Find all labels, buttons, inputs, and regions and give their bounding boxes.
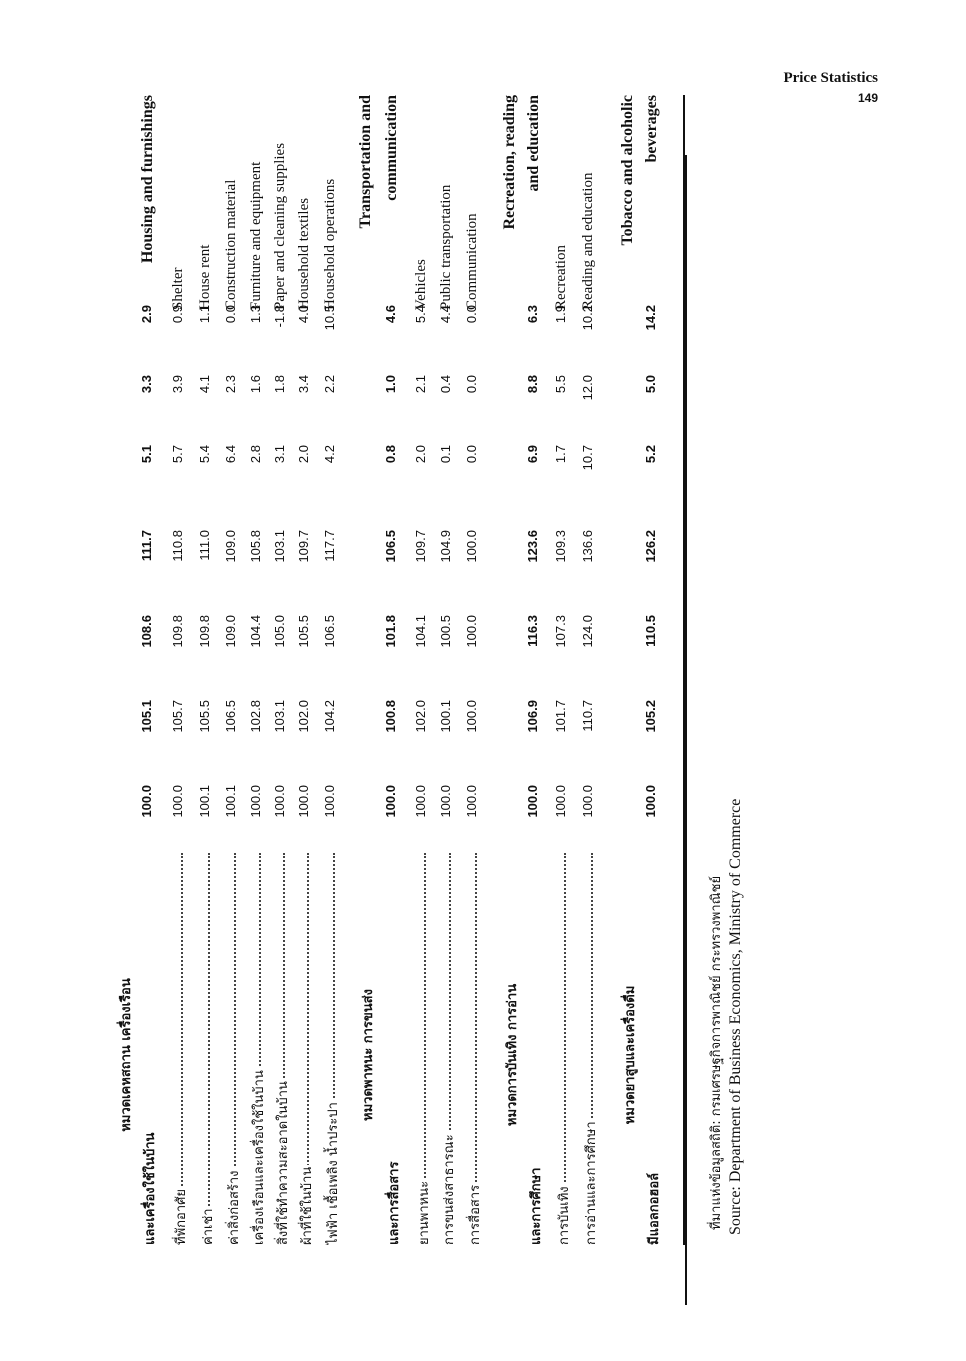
value-cell: 110.8 — [170, 530, 185, 562]
value-cell: 126.2 — [643, 530, 658, 563]
row-label-thai: ที่พักอาศัย — [170, 1187, 191, 1245]
row-label-thai: การอ่านและการศึกษา — [580, 1119, 601, 1245]
value-cell: 1.6 — [248, 375, 263, 394]
value-cell: 6.3 — [525, 305, 540, 324]
value-cell: 12.0 — [580, 375, 595, 401]
value-cell: 100.0 — [170, 785, 185, 818]
value-cell: 103.1 — [272, 700, 287, 733]
value-cell: 100.5 — [438, 615, 453, 648]
row-label-english: Household operations — [322, 178, 338, 310]
table-row — [619, 95, 645, 1245]
row-label-english: Construction material — [223, 179, 239, 310]
row-label-thai: หมวดเคหสถาน เครื่องเรือน — [119, 978, 134, 1132]
row-label-thai: ค่าสิ่งก่อสร้าง — [223, 1168, 244, 1245]
value-cell: 0.0 — [464, 445, 479, 464]
value-cell: 104.2 — [322, 700, 337, 733]
row-label-english: Tobacco and alcoholic — [619, 95, 636, 246]
value-cell: 5.4 — [197, 445, 212, 464]
table-row — [553, 95, 579, 1245]
value-cell: 3.3 — [139, 375, 154, 394]
row-label-english: Housing and furnishings — [139, 95, 156, 264]
row-label-english: Vehicles — [413, 259, 429, 310]
value-cell: 105.2 — [643, 700, 658, 733]
value-cell: 105.0 — [272, 615, 287, 648]
table-row — [139, 95, 165, 1245]
table-row — [525, 95, 551, 1245]
value-cell: 1.7 — [553, 445, 568, 464]
row-label-thai: หมวดพาหนะ การขนส่ง — [361, 989, 376, 1121]
row-label-english: Transportation and — [357, 95, 374, 229]
row-label-english: and education — [525, 95, 542, 192]
value-cell: 105.5 — [197, 700, 212, 733]
value-cell: 100.0 — [383, 785, 398, 818]
value-cell: 4.6 — [383, 305, 398, 324]
value-cell: 8.8 — [525, 375, 540, 394]
value-cell: 109.3 — [553, 530, 568, 563]
value-cell: 104.9 — [438, 530, 453, 563]
value-cell: 5.7 — [170, 445, 185, 464]
source-thai: ที่มาแห่งข้อมูลสถิติ: กรมเศรษฐกิจการพาณิชย์ กระทรวงพาณิชย์ — [709, 875, 724, 1230]
table-row — [438, 95, 464, 1245]
value-cell: 10.2 — [580, 305, 595, 331]
value-cell: 2.9 — [139, 305, 154, 324]
value-cell: 100.0 — [553, 785, 568, 818]
value-cell: 116.3 — [525, 615, 540, 647]
table-row — [115, 95, 141, 1245]
value-cell: 109.8 — [170, 615, 185, 648]
value-cell: 105.8 — [248, 530, 263, 563]
value-cell: 102.8 — [248, 700, 263, 733]
value-cell: 6.4 — [223, 445, 238, 464]
value-cell: 100.0 — [438, 785, 453, 818]
table-row — [383, 95, 409, 1245]
table-row — [464, 95, 490, 1245]
value-cell: 4.1 — [197, 375, 212, 394]
value-cell: 100.0 — [464, 615, 479, 648]
row-label-english: Communication — [464, 213, 480, 310]
value-cell: 5.5 — [553, 375, 568, 394]
value-cell: 100.1 — [197, 785, 212, 818]
row-label-thai: ค่าเช่า — [197, 1206, 218, 1245]
table-row — [272, 95, 298, 1245]
value-cell: -1.8 — [272, 305, 287, 328]
row-label-english: House rent — [197, 244, 213, 310]
value-cell: 123.6 — [525, 530, 540, 563]
row-label-english: Household textiles — [296, 197, 312, 310]
value-cell: 0.0 — [223, 305, 238, 324]
row-label-thai: การบันเทิง — [553, 1184, 574, 1245]
value-cell: 101.7 — [553, 700, 568, 733]
row-label-thai: สิ่งที่ใช้ทำความสะอาดในบ้าน — [272, 1079, 293, 1245]
value-cell: 136.6 — [580, 530, 595, 563]
row-label-english: Reading and education — [580, 172, 596, 310]
value-cell: 111.0 — [197, 530, 212, 561]
value-cell: 5.2 — [643, 445, 658, 464]
value-cell: 3.1 — [272, 445, 287, 464]
leader-dots — [207, 853, 210, 1245]
row-label-thai: ผ้าที่ใช้ในบ้าน — [296, 1165, 317, 1245]
value-cell: 106.5 — [322, 615, 337, 648]
value-cell: 117.7 — [322, 530, 337, 562]
table-row — [580, 95, 606, 1245]
value-cell: 109.7 — [413, 530, 428, 563]
value-cell: 105.1 — [139, 700, 154, 733]
value-cell: 100.0 — [322, 785, 337, 818]
row-label-english: beverages — [643, 95, 660, 163]
value-cell: 100.8 — [383, 700, 398, 733]
value-cell: 110.7 — [580, 700, 595, 732]
table-row — [170, 95, 196, 1245]
row-label-thai: มีแอลกอฮอล์ — [647, 1172, 662, 1245]
value-cell: 102.0 — [413, 700, 428, 733]
value-cell: 100.0 — [248, 785, 263, 818]
value-cell: 124.0 — [580, 615, 595, 648]
rotated-table — [115, 95, 755, 1245]
row-label-english: communication — [383, 95, 400, 201]
value-cell: 109.7 — [296, 530, 311, 563]
table-row — [197, 95, 223, 1245]
value-cell: 5.0 — [643, 375, 658, 394]
row-label-thai: และเครื่องใช้ในบ้าน — [143, 1132, 158, 1245]
value-cell: 100.1 — [223, 785, 238, 818]
value-cell: 3.4 — [296, 375, 311, 394]
value-cell: 100.0 — [643, 785, 658, 818]
value-cell: 6.9 — [525, 445, 540, 464]
value-cell: 2.2 — [322, 375, 337, 394]
value-cell: 1.3 — [248, 305, 263, 324]
value-cell: 101.8 — [383, 615, 398, 648]
value-cell: 100.0 — [413, 785, 428, 818]
value-cell: 107.3 — [553, 615, 568, 648]
value-cell: 100.0 — [464, 530, 479, 563]
page-header — [783, 70, 878, 105]
row-label-thai: เครื่องเรือนและเครื่องใช้ในบ้าน — [248, 1068, 269, 1245]
row-label-thai: การขนส่งสาธารณะ — [438, 1132, 459, 1245]
table-row — [501, 95, 527, 1245]
row-label-thai: หมวดการบันเทิง การอ่าน — [505, 983, 520, 1127]
value-cell: 3.9 — [170, 375, 185, 394]
value-cell: 14.2 — [643, 305, 658, 331]
value-cell: 100.0 — [296, 785, 311, 818]
source-english: Source: Department of Business Economics, Ministry of Commerce — [727, 798, 744, 1235]
row-label-english: Paper and cleaning supplies — [272, 142, 288, 310]
value-cell: 109.8 — [197, 615, 212, 648]
value-cell: 10.5 — [322, 305, 337, 331]
value-cell: 110.5 — [643, 615, 658, 647]
value-cell: 2.8 — [248, 445, 263, 464]
value-cell: 2.3 — [223, 375, 238, 394]
value-cell: 111.7 — [139, 530, 154, 562]
value-cell: 100.0 — [464, 785, 479, 818]
value-cell: 5.4 — [413, 305, 428, 324]
value-cell: 0.0 — [464, 305, 479, 324]
value-cell: 2.0 — [296, 445, 311, 464]
row-label-thai: และการสื่อสาร — [387, 1161, 402, 1245]
value-cell: 106.5 — [383, 530, 398, 563]
value-cell: 109.0 — [223, 530, 238, 563]
value-cell: 105.7 — [170, 700, 185, 733]
value-cell: 106.9 — [525, 700, 540, 733]
value-cell: 2.0 — [413, 445, 428, 464]
value-cell: 4.2 — [322, 445, 337, 464]
value-cell: 106.5 — [223, 700, 238, 733]
row-label-thai: การสื่อสาร — [464, 1183, 485, 1245]
value-cell: 0.1 — [438, 445, 453, 464]
row-label-thai: หมวดยาสูบและเครื่องดื่ม — [623, 985, 638, 1125]
value-cell: 0.0 — [464, 375, 479, 394]
row-label-english: Shelter — [170, 267, 186, 310]
value-cell: 104.4 — [248, 615, 263, 648]
section-title: Price Statistics — [783, 70, 878, 86]
row-label-thai: ยานพาหนะ — [413, 1179, 434, 1245]
value-cell: 4.4 — [438, 305, 453, 324]
value-cell: 102.0 — [296, 700, 311, 733]
value-cell: 100.0 — [464, 700, 479, 733]
value-cell: 109.0 — [223, 615, 238, 648]
right-rule — [685, 155, 687, 1305]
value-cell: 100.1 — [438, 700, 453, 733]
page-number: 149 — [857, 91, 878, 105]
value-cell: 0.4 — [438, 375, 453, 394]
table-row — [248, 95, 274, 1245]
row-label-english: Furniture and equipment — [248, 161, 264, 310]
value-cell: 104.1 — [413, 615, 428, 648]
value-cell: 1.9 — [553, 305, 568, 324]
value-cell: 1.0 — [383, 375, 398, 394]
row-label-english: Public transportation — [438, 184, 454, 310]
row-label-thai: และการศึกษา — [529, 1167, 544, 1245]
value-cell: 4.0 — [296, 305, 311, 324]
table-row — [357, 95, 383, 1245]
value-cell: 100.0 — [139, 785, 154, 818]
value-cell: 1.8 — [272, 375, 287, 394]
value-cell: 5.1 — [139, 445, 154, 464]
value-cell: 0.8 — [383, 445, 398, 464]
value-cell: 2.1 — [413, 375, 428, 394]
value-cell: 105.5 — [296, 615, 311, 648]
value-cell: 108.6 — [139, 615, 154, 648]
table-row — [223, 95, 249, 1245]
table-row — [643, 95, 669, 1245]
table-row — [322, 95, 348, 1245]
value-cell: 1.1 — [197, 305, 212, 324]
value-cell: 0.9 — [170, 305, 185, 324]
row-label-english: Recreation — [553, 245, 569, 310]
table-row — [296, 95, 322, 1245]
row-label-english: Recreation, reading — [501, 95, 518, 230]
value-cell: 100.0 — [580, 785, 595, 818]
row-label-thai: ไฟฟ้า เชื้อเพลิง น้ำประปา — [322, 1100, 343, 1245]
value-cell: 100.0 — [272, 785, 287, 818]
value-cell: 10.7 — [580, 445, 595, 471]
value-cell: 103.1 — [272, 530, 287, 563]
table-row — [413, 95, 439, 1245]
value-cell: 100.0 — [525, 785, 540, 818]
